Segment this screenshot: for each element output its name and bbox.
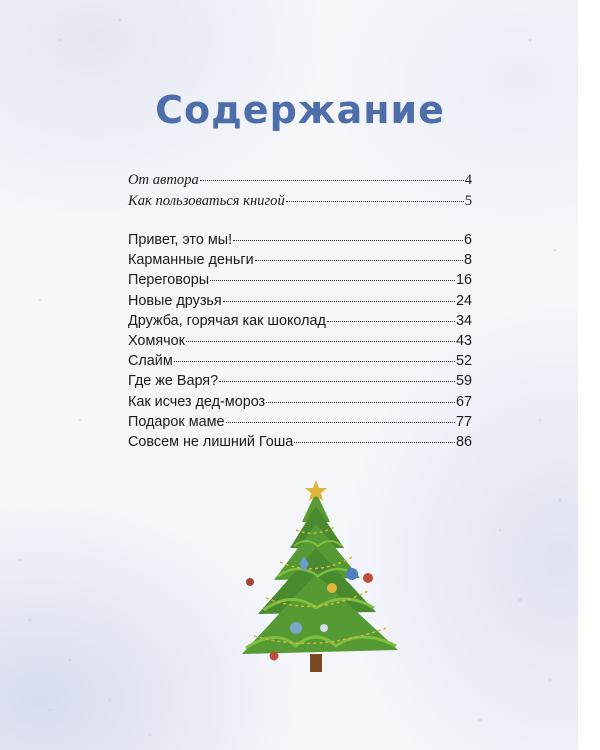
toc-entry-page: 34 — [455, 312, 472, 329]
leader-dots — [223, 300, 455, 302]
toc-entry-page: 43 — [455, 332, 472, 349]
toc-entry[interactable] — [128, 293, 472, 313]
toc-entry-page: 86 — [455, 433, 472, 450]
toc-entry[interactable] — [128, 272, 472, 292]
toc-entry-page: 8 — [463, 252, 472, 269]
toc-entry-label: Карманные деньги — [128, 252, 254, 269]
toc-entry-page: 59 — [455, 373, 472, 390]
toc-entry-label: Подарок маме — [128, 413, 225, 430]
toc-entry[interactable] — [128, 434, 472, 454]
tree-branches — [242, 492, 398, 672]
leader-dots — [174, 360, 455, 362]
leader-dots — [186, 340, 455, 342]
toc-chapter-list — [128, 232, 472, 454]
toc-entry-page: 16 — [455, 272, 472, 289]
christmas-tree-icon — [236, 478, 412, 678]
toc-entry[interactable] — [128, 172, 472, 193]
page-title: Содержание — [155, 88, 445, 132]
toc-entry[interactable] — [128, 313, 472, 333]
toc-entry[interactable] — [128, 252, 472, 272]
toc-entry-label: Как пользоваться книгой — [128, 193, 285, 209]
leader-dots — [266, 401, 455, 403]
toc-entry-label: Новые друзья — [128, 292, 222, 309]
toc-entry-page: 6 — [463, 232, 472, 248]
toc-entry-label: От автора — [128, 172, 199, 188]
toc-entry[interactable] — [128, 394, 472, 414]
leader-dots — [286, 200, 464, 202]
leader-dots — [200, 179, 464, 181]
leader-dots — [226, 421, 455, 423]
toc-entry[interactable] — [128, 414, 472, 434]
toc-entry-label: Дружба, горячая как шоколад — [128, 312, 326, 329]
toc-intro-list — [128, 172, 472, 214]
leader-dots — [327, 320, 455, 322]
toc-entry-page: 5 — [464, 193, 472, 209]
toc-entry[interactable] — [128, 353, 472, 373]
toc-entry-page: 77 — [455, 413, 472, 430]
toc-entry[interactable] — [128, 373, 472, 393]
toc-entry-label: Где же Варя? — [128, 373, 219, 390]
leader-dots — [255, 259, 463, 261]
leader-dots — [294, 441, 455, 443]
toc-entry-label: Как исчез дед-мороз — [128, 393, 266, 410]
toc-entry-label: Привет, это мы! — [128, 232, 233, 248]
toc-entry-page: 24 — [455, 292, 472, 309]
toc-entry-label: Слайм — [128, 353, 173, 370]
toc-entry[interactable] — [128, 333, 472, 353]
toc-entry-label: Совсем не лишний Гоша — [128, 433, 294, 450]
toc-entry[interactable] — [128, 193, 472, 214]
leader-dots — [210, 279, 455, 281]
toc-entry-page: 67 — [455, 393, 472, 410]
toc-entry[interactable] — [128, 232, 472, 252]
toc-entry-label: Переговоры — [128, 272, 210, 289]
leader-dots — [233, 239, 463, 241]
leader-dots — [219, 380, 455, 382]
toc-entry-page: 52 — [455, 353, 472, 370]
toc-entry-label: Хомячок — [128, 332, 185, 349]
toc-entry-page: 4 — [464, 172, 472, 188]
